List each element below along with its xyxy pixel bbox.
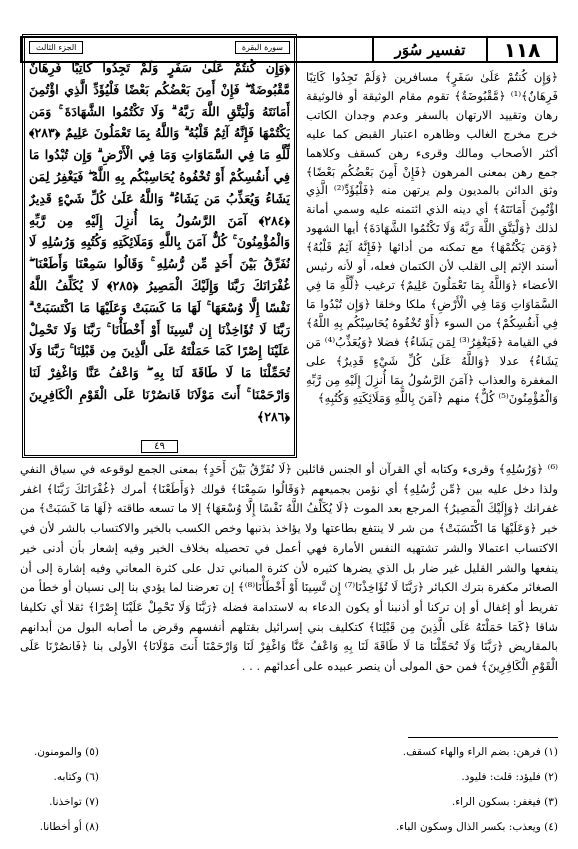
page-number: ١١٨: [486, 38, 556, 61]
footnote: (٦) وكتابه.: [53, 771, 99, 783]
quran-frame-footer: [25, 434, 294, 453]
surah-label: سورة البقرة: [235, 41, 290, 54]
footnote: (٤) ويعذب: بكسر الذال وسكون الباء.: [395, 821, 558, 833]
quran-frame: [22, 34, 297, 458]
footnote: (٣) فيغفر: بسكون الراء.: [451, 796, 558, 808]
footnote: (٧) تواخذنا.: [49, 796, 99, 808]
footnote: (١) فرهن: بضم الراء والهاء كسقف.: [402, 746, 558, 758]
quran-verses: ﴿وَإِن كُنتُمْ عَلَىٰ سَفَرٍ وَلَمْ تَجِدُوا كَاتِبًا فَرِهَانٌ مَّقْبُوضَةٌ ۖ فَإِنْ أَمِنَ بَعْضُكُم بَعْضًا فَلْيُؤَدِّ الَّذِي اؤْتُمِنَ أَمَانَتَهُ وَلْيَتَّقِ اللَّهَ رَبَّهُ ۗ وَلَا تَكْتُمُوا الشَّهَادَةَ ۚ وَمَن يَكْتُمْهَا فَإِنَّهُ آثِمٌ قَلْبُهُ ۗ وَاللَّهُ بِمَا تَعْمَلُونَ عَلِيمٌ ﴿٢٨٣﴾ لِّلَّهِ مَا فِي السَّمَاوَاتِ وَمَا فِي الْأَرْضِ ۗ وَإِن تُبْدُوا مَا فِي أَنفُسِكُمْ أَوْ تُخْفُوهُ يُحَاسِبْكُم بِهِ اللَّهُ ۖ فَيَغْفِرُ لِمَن يَشَاءُ وَيُعَذِّبُ مَن يَشَاءُ ۗ وَاللَّهُ عَلَىٰ كُلِّ شَيْءٍ قَدِيرٌ ﴿٢٨٤﴾ آمَنَ الرَّسُولُ بِمَا أُنزِلَ إِلَيْهِ مِن رَّبِّهِ وَالْمُؤْمِنُونَ ۚ كُلٌّ آمَنَ بِاللَّهِ وَمَلَائِكَتِهِ وَكُتُبِهِ وَرُسُلِهِ لَا نُفَرِّقُ بَيْنَ أَحَدٍ مِّن رُّسُلِهِ ۚ وَقَالُوا سَمِعْنَا وَأَطَعْنَا ۖ غُفْرَانَكَ رَبَّنَا وَإِلَيْكَ الْمَصِيرُ ﴿٢٨٥﴾ لَا يُكَلِّفُ اللَّهُ نَفْسًا إِلَّا وُسْعَهَا ۚ لَهَا مَا كَسَبَتْ وَعَلَيْهَا مَا اكْتَسَبَتْ ۗ رَبَّنَا لَا تُؤَاخِذْنَا إِن نَّسِينَا أَوْ أَخْطَأْنَا ۚ رَبَّنَا وَلَا تَحْمِلْ عَلَيْنَا إِصْرًا كَمَا حَمَلْتَهُ عَلَى الَّذِينَ مِن قَبْلِنَا ۚ رَبَّنَا وَلَا تُحَمِّلْنَا مَا لَا طَاقَةَ لَنَا بِهِ ۖ وَاعْفُ عَنَّا وَاغْفِرْ لَنَا وَارْحَمْنَا ۚ أَنتَ مَوْلَانَا فَانصُرْنَا عَلَى الْقَوْمِ الْكَافِرِينَ ﴿٢٨٦﴾: [29, 60, 290, 424]
footnote-divider: [408, 737, 558, 738]
footnote: (٨) أو أخطانا.: [39, 821, 99, 833]
tafsir-right-column: ﴿وَإِن كُنتُمْ عَلَىٰ سَفَرٍ﴾ مسافرين ﴿وَلَمْ تَجِدُوا كَاتِبًا فَرِهَانٌ﴾⁽¹⁾ ﴿مَّقْبُوضَةٌ﴾ تقوم مقام الوثيقة أو فالوثيقة رهان وتقييد الارتهان بالسفر وعدم وجدان الكاتب خرج مخرج الغالب وظاهره اعتبار القبض كما عليه أكثر الأصحاب ومالك وقرىء رهن كسقف وكلاهما جمع رهن بمعنى المرهون ﴿فَإِنْ أَمِنَ بَعْضُكُم بَعْضًا﴾ وثق الدائن بالمديون ولم يرتهن منه ﴿فَلْيُؤَدِّ⁽²⁾ الَّذِي اؤْتُمِنَ أَمَانَتَهُ﴾ أي دينه الذي ائتمنه عليه وسمي أمانة لذلك ﴿وَلْيَتَّقِ اللَّهَ رَبَّهُ وَلَا تَكْتُمُوا الشَّهَادَةَ﴾ أيها الشهود ﴿وَمَن يَكْتُمْهَا﴾ مع تمكنه من أدائها ﴿فَإِنَّهُ آثِمٌ قَلْبُهُ﴾ أسند الإثم إلى القلب لأن الكتمان فعله، أو لأنه رئيس الأعضاء ﴿وَاللَّهُ بِمَا تَعْمَلُونَ عَلِيمٌ﴾ ترغيب ﴿لِّلَّهِ مَا فِي السَّمَاوَاتِ وَمَا فِي الْأَرْضِ﴾ ملكا وخلقا ﴿وَإِن تُبْدُوا مَا فِي أَنفُسِكُمْ﴾ من السوء ﴿أَوْ تُخْفُوهُ يُحَاسِبْكُم بِهِ اللَّهُ﴾ في القيامة ﴿فَيَغْفِرُ⁽³⁾ لِمَن يَشَاءُ﴾ فضلا ﴿وَيُعَذِّبُ⁽⁴⁾ مَن يَشَاءُ﴾ عدلا ﴿وَاللَّهُ عَلَىٰ كُلِّ شَيْءٍ قَدِيرٌ﴾ على المغفرة والعذاب ﴿آمَنَ الرَّسُولُ بِمَا أُنزِلَ إِلَيْهِ مِن رَّبِّهِ وَالْمُؤْمِنُونَ⁽⁵⁾ كُلٌّ﴾ منهم ﴿آمَنَ بِاللَّهِ وَمَلَائِكَتِهِ وَكُتُبِهِ﴾: [306, 70, 558, 406]
tafsir-full-width: ⁽⁶⁾ ﴿وَرُسُلِهِ﴾ وقرىء وكتابه أي القرآن أو الجنس قائلين ﴿لَا نُفَرِّقُ بَيْنَ أَحَدٍ﴾ بمعنى الجمع لوقوعه في سياق النفي ولذا دخل عليه بين ﴿مِّن رُّسُلِهِ﴾ أي نؤمن بجميعهم ﴿وَقَالُوا سَمِعْنَا﴾ قولك ﴿وَأَطَعْنَا﴾ أمرك ﴿غُفْرَانَكَ رَبَّنَا﴾ اغفر غفرانك ﴿وَإِلَيْكَ الْمَصِيرُ﴾ المرجع بعد الموت ﴿لَا يُكَلِّفُ اللَّهُ نَفْسًا إِلَّا وُسْعَهَا﴾ إلا ما تسعه طاقته ﴿لَهَا مَا كَسَبَتْ﴾ من خير ﴿وَعَلَيْهَا مَا اكْتَسَبَتْ﴾ من شر لا ينتفع بطاعتها ولا يؤاخذ بذنبها وخص الكسب بالخير والاكتساب بالشر لأن في الاكتساب اعتمالا والشر تشتهيه النفس الأمارة فهي أعمل في تحصيله بخلاف الخير وفيه إشعار بأن أدنى خير ينفعها والشر القليل غير ضار بل الذي يضرها كثيره لأن كثرة المباني تدل على كثرة المعاني وفيه إشارة إلى أن الصغائر مكفرة بترك الكبائر ﴿رَبَّنَا لَا تُؤَاخِذْنَا⁽⁷⁾ إِن نَّسِينَا أَوْ أَخْطَأْنَا⁽⁸⁾﴾ إن تعرضنا لما يؤدي بنا إلى نسيان أو خطأ من تفريط أو إغفال أو إن تركنا أو أذنبنا أو يكون الدعاء به لاستدامة فضله ﴿رَبَّنَا وَلَا تَحْمِلْ عَلَيْنَا إِصْرًا﴾ ثقلا أي تكليفا شاقا ﴿كَمَا حَمَلْتَهُ عَلَى الَّذِينَ مِن قَبْلِنَا﴾ كتكليف بني إسرائيل بقتلهم أنفسهم وقرض ما أصابه البول من أبدانهم بالمقاريض ﴿رَبَّنَا وَلَا تُحَمِّلْنَا مَا لَا طَاقَةَ لَنَا بِهِ وَاعْفُ عَنَّا وَاغْفِرْ لَنَا وَارْحَمْنَا أَنتَ مَوْلَانَا﴾ الأولى بنا ﴿فَانصُرْنَا عَلَى الْقَوْمِ الْكَافِرِينَ﴾ فمن حق المولى أن ينصر عبيده على أعدائهم . . .: [20, 462, 558, 674]
mushaf-page-number: ٤٩: [141, 440, 178, 453]
footnotes: [20, 742, 558, 842]
quran-frame-header: [29, 41, 290, 54]
footnote: (٥) والمومنون.: [33, 746, 99, 758]
footnote: (٢) فليؤد: قلت: فليود.: [461, 771, 558, 783]
book-title: تفسير سُوَر: [372, 38, 486, 61]
juz-label: الجزء الثالث: [29, 41, 83, 54]
